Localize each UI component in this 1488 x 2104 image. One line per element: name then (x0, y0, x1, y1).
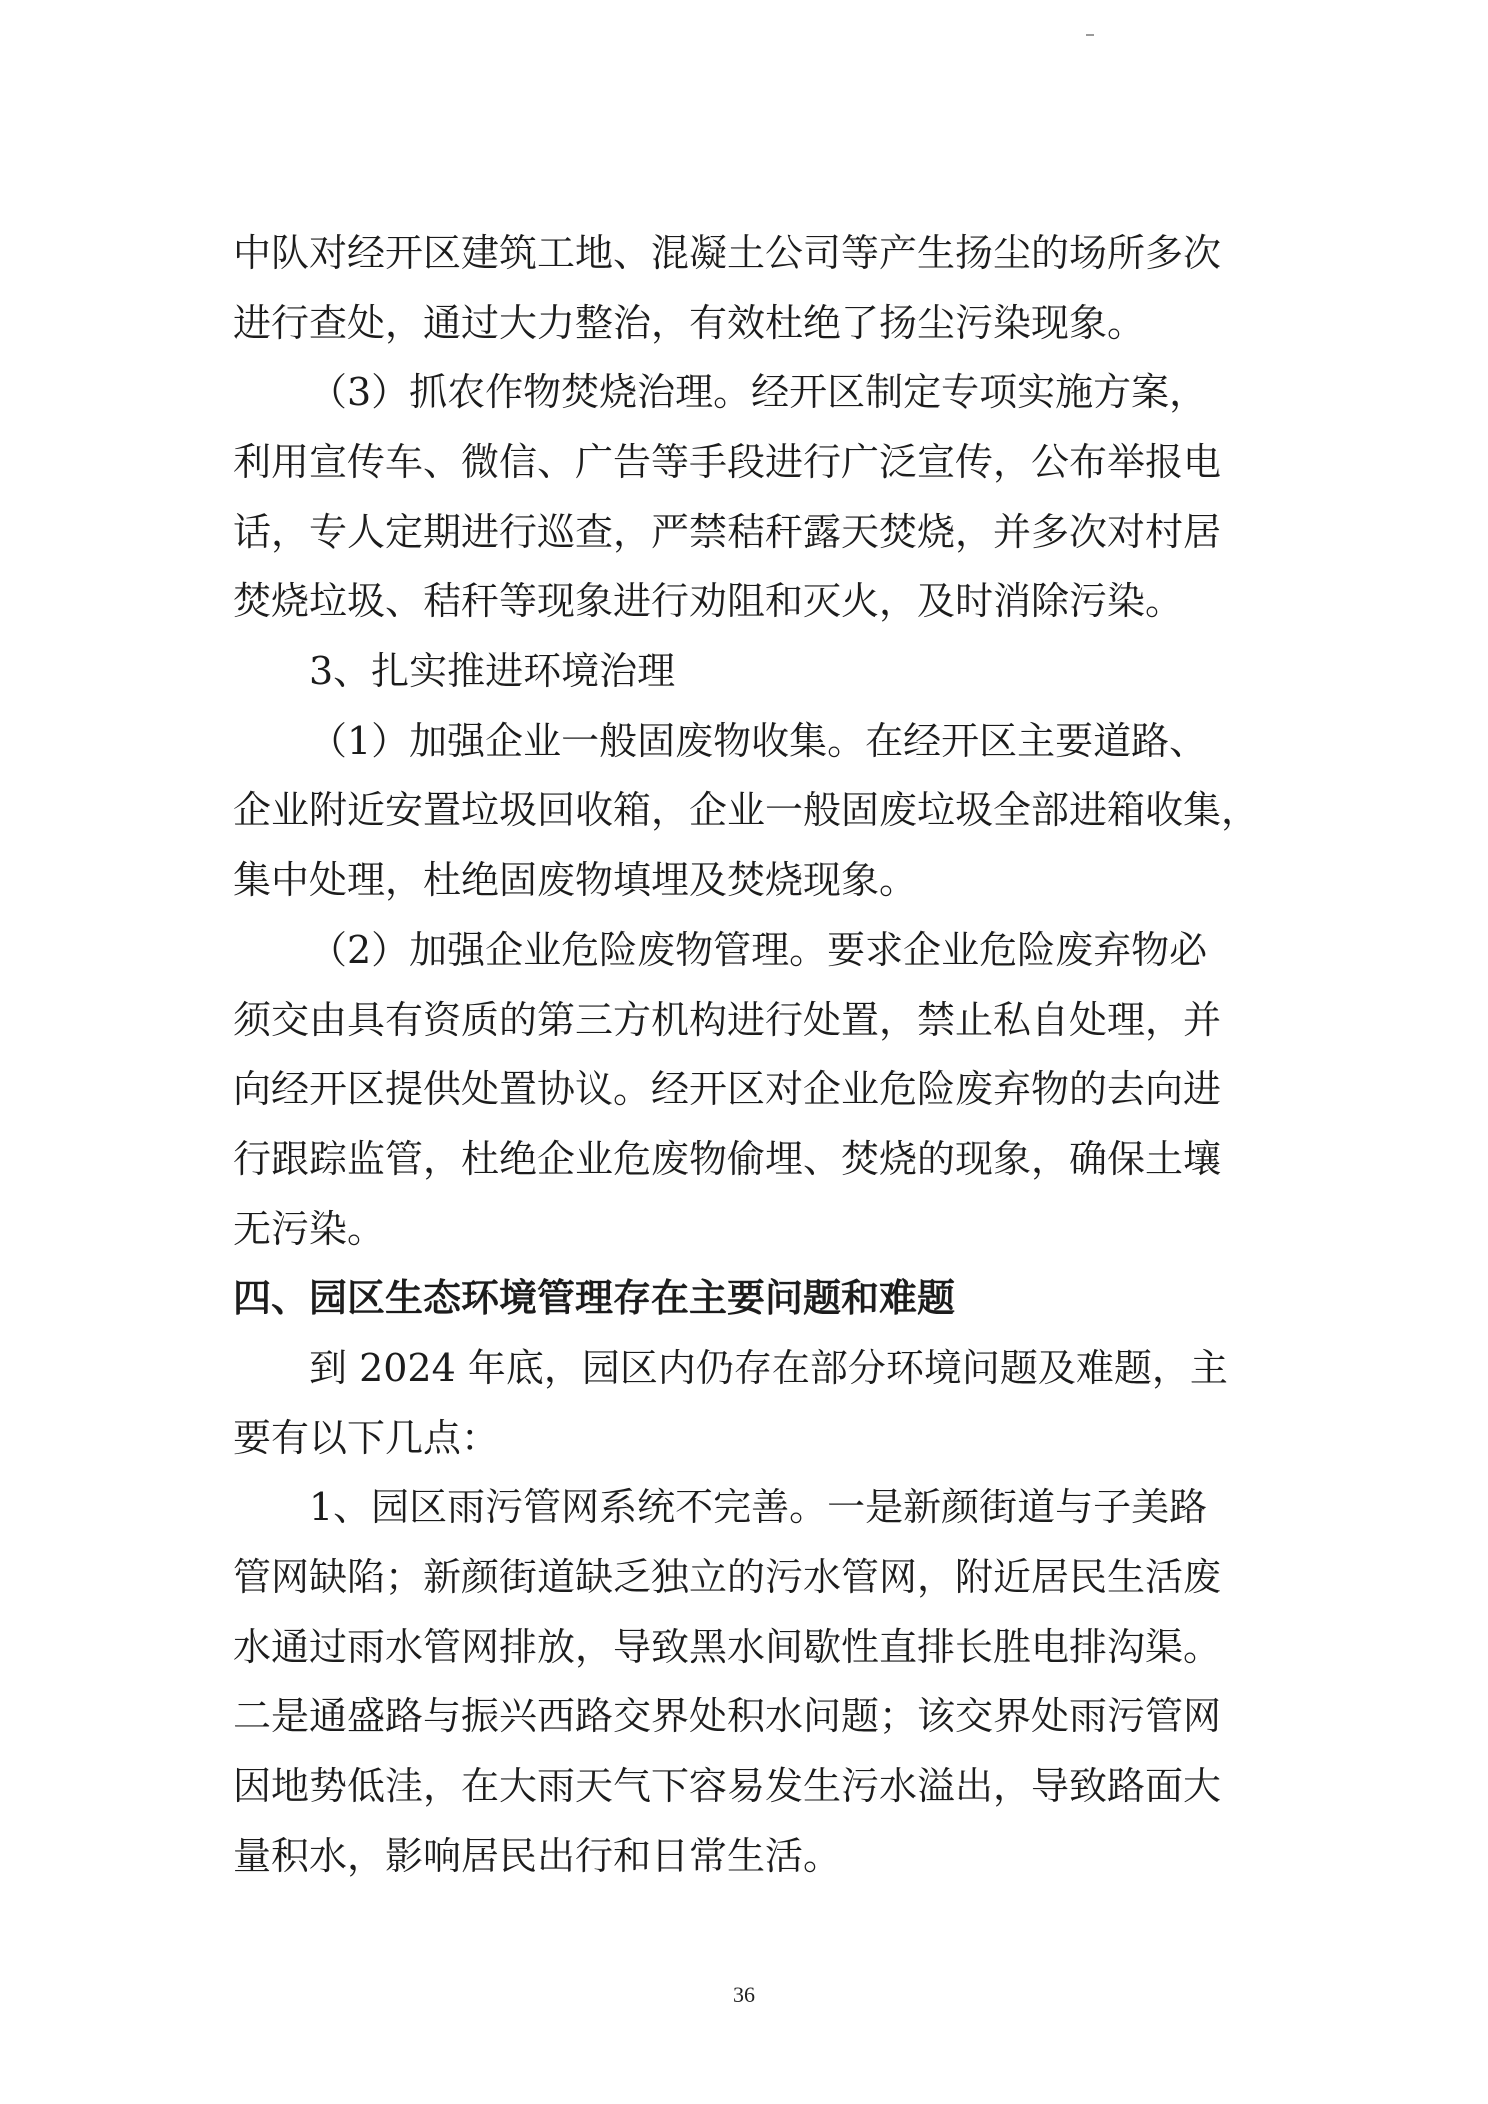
body-line: （1）加强企业一般固废物收集。在经开区主要道路、 (309, 719, 1208, 763)
body-line: 利用宣传车、微信、广告等手段进行广泛宣传，公布举报电 (233, 440, 1222, 484)
body-line: 因地势低洼，在大雨天气下容易发生污水溢出，导致路面大 (233, 1764, 1222, 1808)
body-line: 进行查处，通过大力整治，有效杜绝了扬尘污染现象。 (233, 301, 1146, 345)
body-line: 话，专人定期进行巡查，严禁秸秆露天焚烧，并多次对村居 (233, 510, 1222, 554)
page-number: 36 (733, 1982, 755, 2007)
body-line: 要有以下几点： (233, 1416, 500, 1460)
body-line: 量积水，影响居民出行和日常生活。 (233, 1834, 842, 1878)
body-line: 到 2024 年底，园区内仍存在部分环境问题及难题，主 (309, 1346, 1228, 1390)
body-line: 中队对经开区建筑工地、混凝土公司等产生扬尘的场所多次 (233, 231, 1222, 275)
body-line: （2）加强企业危险废物管理。要求企业危险废弃物必 (309, 928, 1208, 972)
body-line: 须交由具有资质的第三方机构进行处置，禁止私自处理，并 (233, 998, 1222, 1042)
body-line: 二是通盛路与振兴西路交界处积水问题；该交界处雨污管网 (233, 1694, 1222, 1738)
body-line: 企业附近安置垃圾回收箱，企业一般固废垃圾全部进箱收集， (233, 788, 1260, 832)
section-heading: 四、园区生态环境管理存在主要问题和难题 (233, 1276, 956, 1320)
body-line: 1、园区雨污管网系统不完善。一是新颜街道与子美路 (309, 1485, 1208, 1529)
body-line: 管网缺陷；新颜街道缺乏独立的污水管网，附近居民生活废 (233, 1555, 1222, 1599)
body-line: 水通过雨水管网排放，导致黑水间歇性直排长胜电排沟渠。 (233, 1625, 1222, 1669)
body-line: 无污染。 (233, 1207, 386, 1251)
body-line: 向经开区提供处置协议。经开区对企业危险废弃物的去向进 (233, 1067, 1222, 1111)
section-subheading: 3、扎实推进环境治理 (309, 649, 676, 693)
body-line: （3）抓农作物焚烧治理。经开区制定专项实施方案， (309, 370, 1208, 414)
body-line: 集中处理，杜绝固废物填埋及焚烧现象。 (233, 858, 918, 902)
body-line: 行跟踪监管，杜绝企业危废物偷埋、焚烧的现象，确保土壤 (233, 1137, 1222, 1181)
scan-mark (1086, 34, 1094, 36)
body-line: 焚烧垃圾、秸秆等现象进行劝阻和灭火，及时消除污染。 (233, 579, 1184, 623)
